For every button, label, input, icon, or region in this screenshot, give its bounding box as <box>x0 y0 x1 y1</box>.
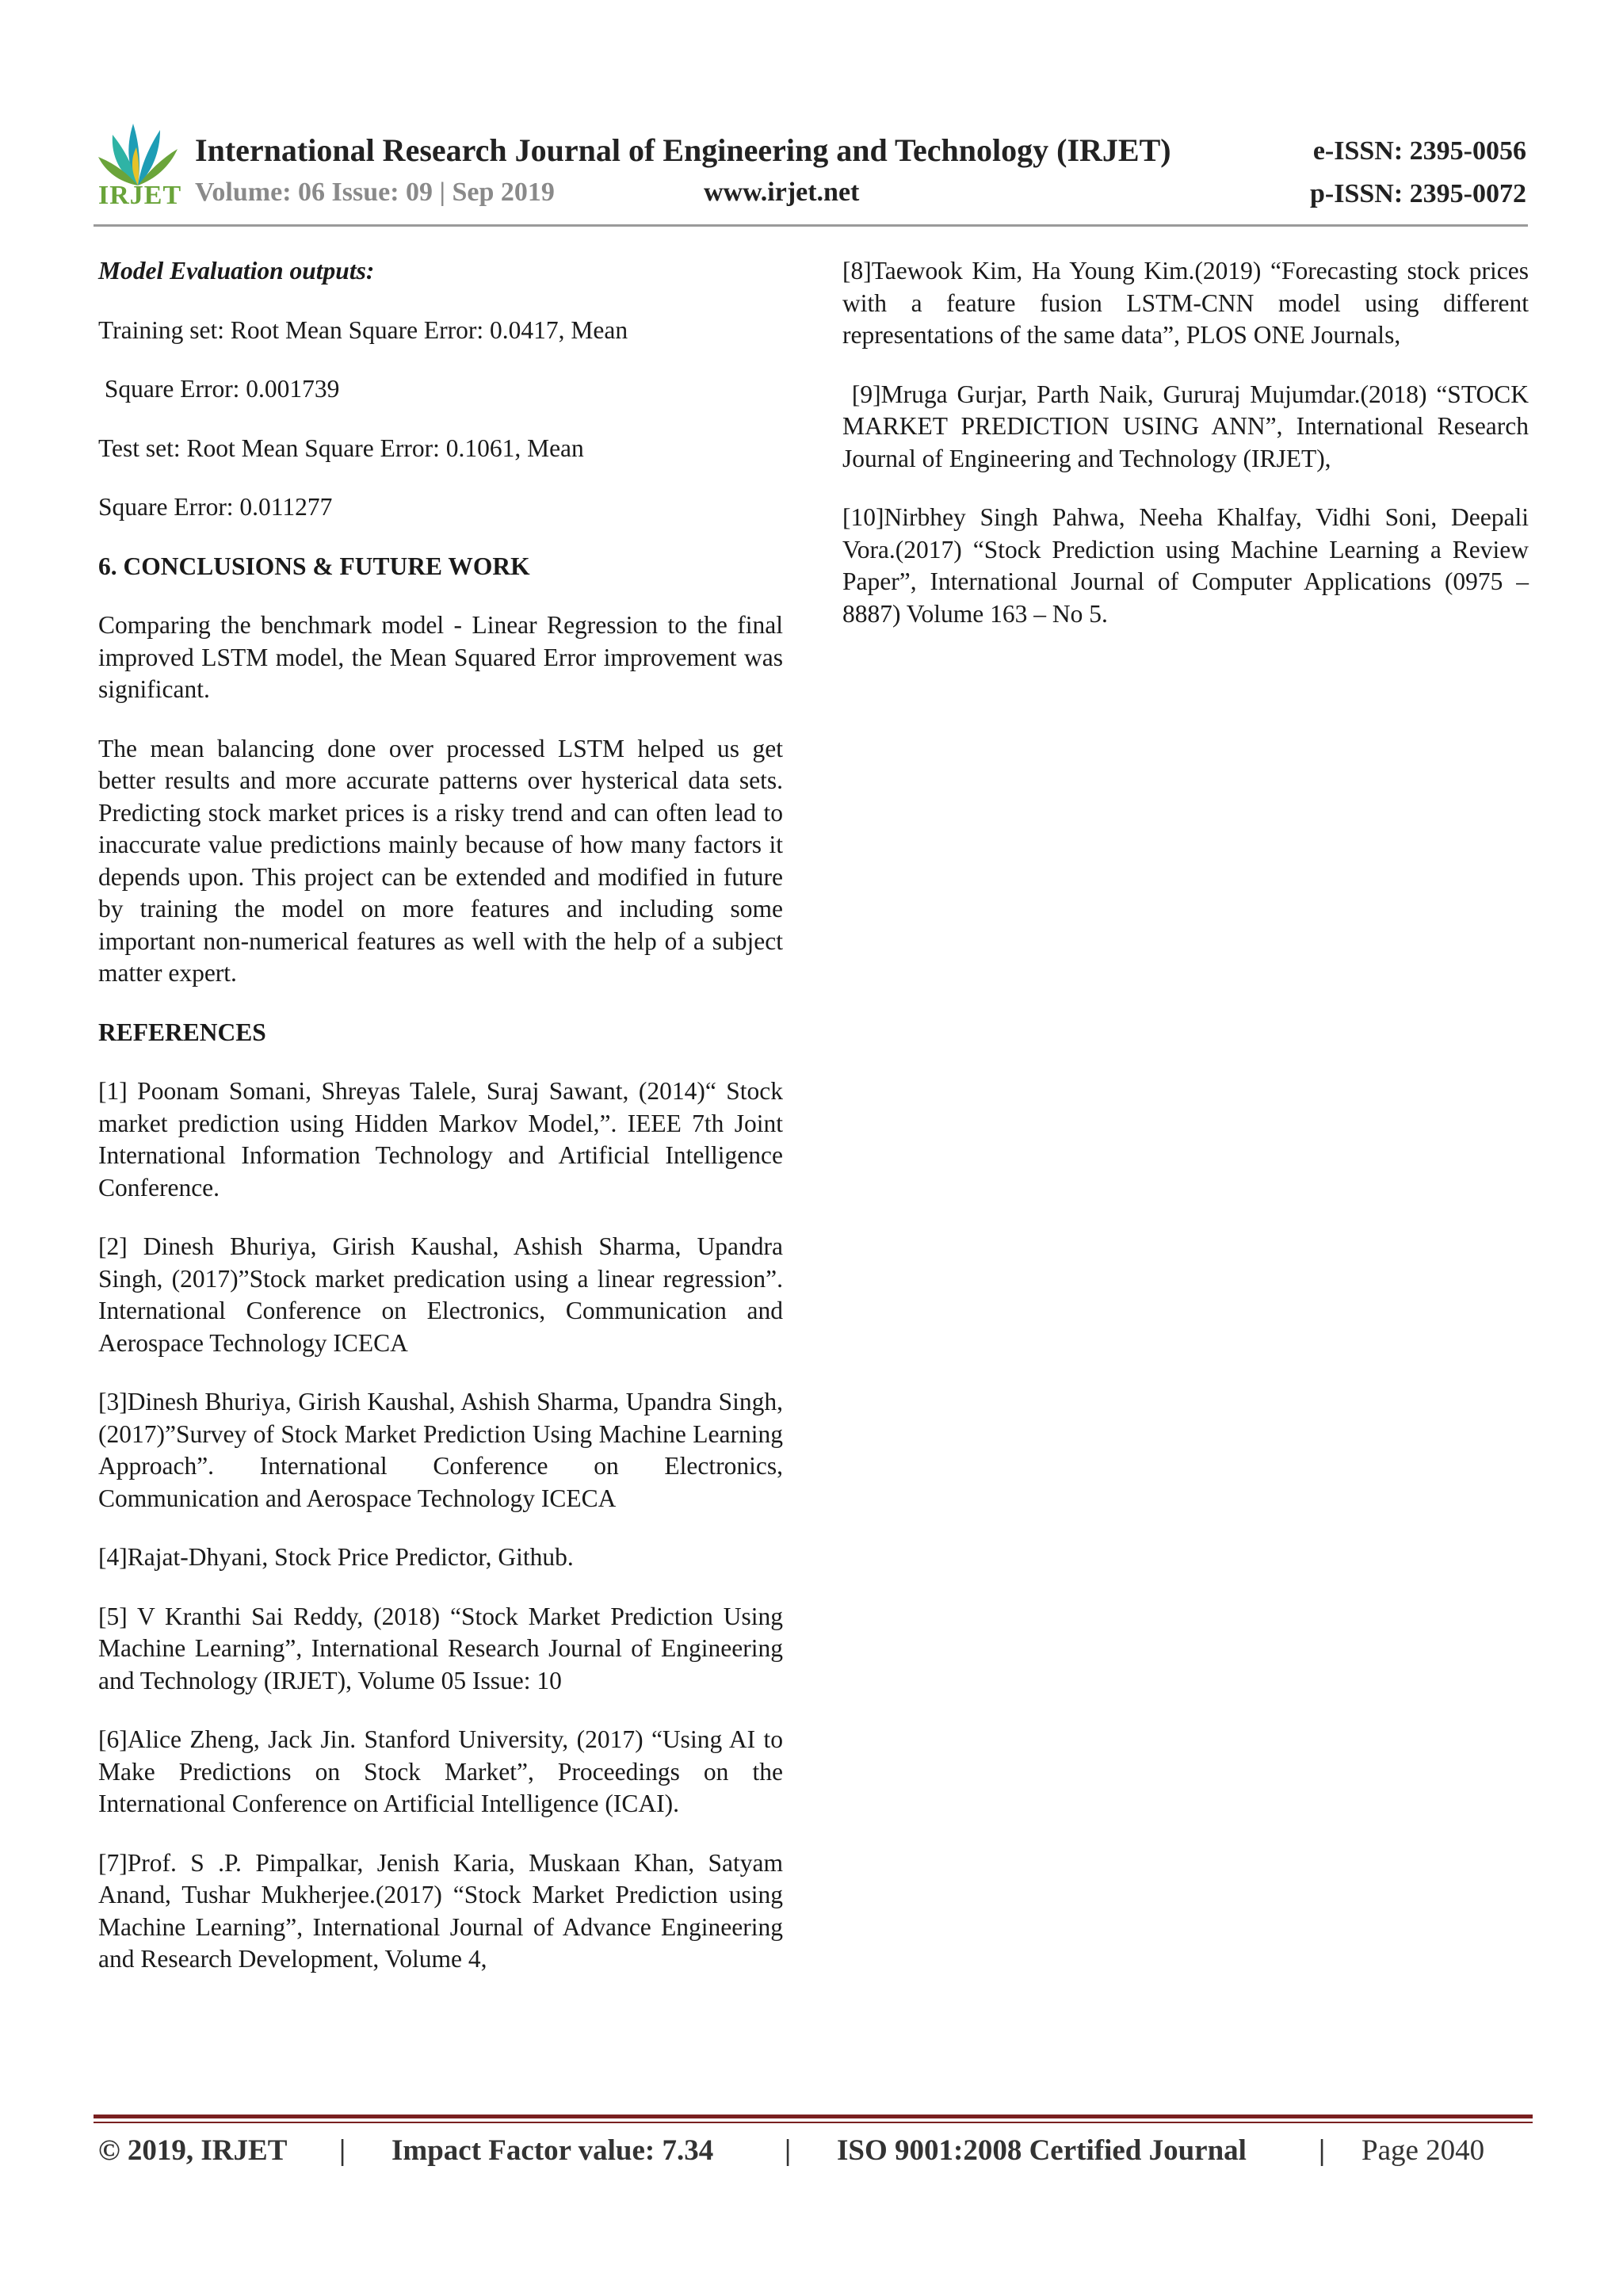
reference-item: [3]Dinesh Bhuriya, Girish Kaushal, Ashish Sharma, Upandra Singh, (2017)”Survey of Stock Market Prediction Using Machine Learning Approach”. International Conference on Electronics, Communication and Aerospace Technology ICECA <box>98 1388 783 1512</box>
left-column <box>98 255 783 2003</box>
section-heading: 6. CONCLUSIONS & FUTURE WORK <box>98 552 530 580</box>
eval-line: Test set: Root Mean Square Error: 0.1061, Mean <box>98 434 584 462</box>
footer-separator: | <box>1319 2134 1326 2167</box>
reference-item: [10]Nirbhey Singh Pahwa, Neeha Khalfay, Vidhi Soni, Deepali Vora.(2017) “Stock Prediction using Machine Learning a Review Paper”, International Journal of Computer Applications (0975 – 8887) Volume 163 – No 5. <box>842 503 1529 628</box>
eval-line: Training set: Root Mean Square Error: 0.0417, Mean <box>98 315 628 344</box>
reference-item: [7]Prof. S .P. Pimpalkar, Jenish Karia, Muskaan Khan, Satyam Anand, Tushar Mukherjee.(2017) “Stock Market Prediction using Machine Learning”, International Journal of Advance Engineering and Research Development, Volume 4, <box>98 1848 783 1973</box>
journal-title: International Research Journal of Engineering and Technology (IRJET) <box>195 132 1171 168</box>
website-link[interactable]: www.irjet.net <box>704 178 860 207</box>
footer-copyright: © 2019, IRJET <box>98 2134 288 2167</box>
reference-item: [4]Rajat-Dhyani, Stock Price Predictor, Github. <box>98 1543 574 1571</box>
right-column <box>842 255 1535 657</box>
reference-item: [2] Dinesh Bhuriya, Girish Kaushal, Ashish Sharma, Upandra Singh, (2017)”Stock market predication using a linear regression”. International Conference on Electronics, Communication and Aerospace Technology ICECA <box>98 1232 783 1357</box>
paragraph: Comparing the benchmark model - Linear Regression to the final improved LSTM model, the Mean Squared Error improvement was significant. <box>98 611 783 703</box>
footer-separator: | <box>339 2134 346 2167</box>
footer-iso: ISO 9001:2008 Certified Journal <box>837 2134 1247 2167</box>
page-number: Page 2040 <box>1361 2134 1485 2167</box>
eissn: e-ISSN: 2395-0056 <box>1312 136 1526 166</box>
reference-item: [9]Mruga Gurjar, Parth Naik, Gururaj Mujumdar.(2018) “STOCK MARKET PREDICTION USING ANN”, International Research Journal of Engineering and Technology (IRJET), <box>842 380 1535 472</box>
eval-heading: Model Evaluation outputs: <box>98 257 375 285</box>
paragraph: The mean balancing done over processed LSTM helped us get better results and more accurate patterns over hysterical data sets. Predicting stock market prices is a risky trend and can often lead to inaccurate value predictions mainly because of how many factors it depends upon. This project can be extended and modified in future by training the model on more features and including some important non-numerical features as well with the help of a subject matter expert. <box>98 734 783 987</box>
eval-line: Square Error: 0.011277 <box>98 493 333 521</box>
logo-text: IRJET <box>98 181 182 210</box>
reference-item: [8]Taewook Kim, Ha Young Kim.(2019) “Forecasting stock prices with a feature fusion LSTM-CNN model using different representations of the same data”, PLOS ONE Journals, <box>842 257 1529 349</box>
volume-issue: Volume: 06 Issue: 09 | Sep 2019 <box>195 178 555 207</box>
pissn: p-ISSN: 2395-0072 <box>1310 179 1526 208</box>
footer-divider-thin <box>94 2122 1533 2123</box>
reference-item: [5] V Kranthi Sai Reddy, (2018) “Stock Market Prediction Using Machine Learning”, International Research Journal of Engineering and Technology (IRJET), Volume 05 Issue: 10 <box>98 1602 783 1694</box>
footer-separator: | <box>785 2134 792 2167</box>
header-divider <box>94 224 1528 227</box>
footer-divider <box>94 2115 1533 2118</box>
footer-impact-factor: Impact Factor value: 7.34 <box>391 2134 714 2167</box>
reference-item: [1] Poonam Somani, Shreyas Talele, Suraj Sawant, (2014)“ Stock market prediction using Hidden Markov Model,”. IEEE 7th Joint International Information Technology and Artificial Intelligence Conference. <box>98 1077 783 1201</box>
references-heading: REFERENCES <box>98 1018 266 1046</box>
eval-line: Square Error: 0.001739 <box>98 375 340 403</box>
reference-item: [6]Alice Zheng, Jack Jin. Stanford University, (2017) “Using AI to Make Predictions on Stock Market”, Proceedings on the International Conference on Artificial Intelligence (ICAI). <box>98 1725 783 1817</box>
